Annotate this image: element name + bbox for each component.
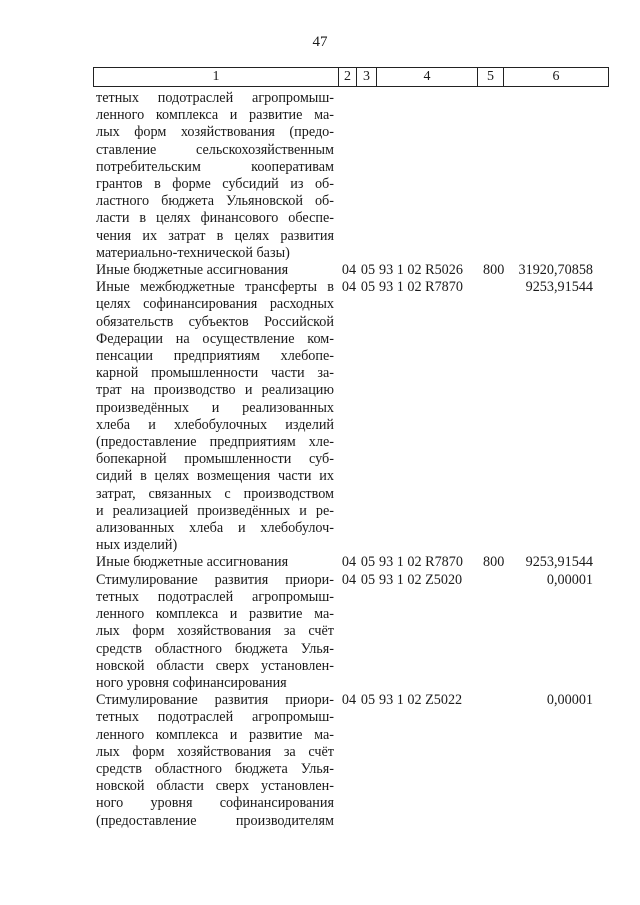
row-codes (341, 279, 509, 296)
row-codes (341, 692, 509, 709)
section-code: 04 (341, 279, 357, 296)
row-amount: 0,00001 (546, 571, 593, 588)
description-line: хлеба и хлебобулочных изделий (96, 416, 334, 433)
row-codes (341, 262, 509, 279)
description-line: Стимулирование развития приори- (96, 692, 334, 709)
description-line: (предоставление предприятиям хле- (96, 434, 334, 451)
table-row (0, 279, 640, 554)
row-amount: 9253,91544 (525, 554, 593, 571)
row-codes (341, 90, 509, 107)
description-line: новской области сверх установлен- (96, 657, 334, 674)
table-row (0, 572, 640, 692)
table-row (0, 692, 640, 830)
description-line: Иные бюджетные ассигнования (96, 262, 289, 279)
description-line: тетных подотраслей агропромыш- (96, 709, 334, 726)
row-amount: 0,00001 (546, 692, 593, 709)
target-article-code: 93 1 02 Z5020 (379, 571, 463, 588)
description-line: средств областного бюджета Улья- (96, 760, 334, 777)
header-col-2: 2 (339, 68, 357, 86)
description-line: новской области сверх установлен- (96, 778, 334, 795)
description-line: Иные бюджетные ассигнования (96, 554, 289, 571)
header-col-4: 4 (377, 68, 478, 86)
description-line: затрат, связанных с производством (96, 485, 334, 502)
table-header (93, 67, 609, 87)
description-line: обязательств субъектов Российской (96, 313, 334, 330)
table-body (0, 90, 640, 830)
description-line: тетных подотраслей агропромыш- (96, 90, 334, 106)
target-article-code: 93 1 02 R5026 (379, 262, 463, 279)
description-line: карной промышленности части за- (96, 365, 334, 382)
row-amount: 9253,91544 (525, 279, 593, 296)
row-description (96, 90, 334, 262)
description-line: бопекарной промышленности суб- (96, 451, 334, 468)
section-code: 04 (341, 571, 357, 588)
subsection-code: 05 (360, 692, 376, 709)
row-codes (341, 554, 509, 571)
subsection-code: 05 (360, 554, 376, 571)
target-article-code: 93 1 02 R7870 (379, 279, 463, 296)
description-line: ализованных хлеба и хлебобулоч- (96, 520, 334, 537)
description-line: и реализацией произведённых и ре- (96, 502, 334, 519)
table-row (0, 554, 640, 571)
description-line: ного уровня софинансирования (96, 674, 287, 691)
description-line: Федерации на осуществление ком- (96, 330, 334, 347)
description-line: лых форм хозяйствования за счёт (96, 743, 334, 760)
description-line: чения их затрат в целях развития (96, 227, 334, 244)
description-line: трат на производство и реализацию (96, 382, 334, 399)
description-line: целях софинансирования расходных (96, 296, 334, 313)
expense-type-code: 800 (483, 262, 505, 279)
row-description (96, 279, 334, 554)
header-col-5: 5 (478, 68, 504, 86)
page-number: 47 (312, 34, 328, 50)
table-row (0, 262, 640, 279)
description-line: ных изделий) (96, 537, 178, 554)
row-description (96, 572, 334, 692)
section-code: 04 (341, 692, 357, 709)
description-line: сидий в целях возмещения части их (96, 468, 334, 485)
section-code: 04 (341, 262, 357, 279)
description-line: средств областного бюджета Улья- (96, 640, 334, 657)
description-line: произведённых и реализованных (96, 399, 334, 416)
target-article-code: 93 1 02 Z5022 (379, 692, 463, 709)
description-line: Иные межбюджетные трансферты в (96, 279, 334, 296)
description-line: ного уровня софинансирования (96, 795, 334, 812)
row-description (96, 692, 334, 830)
row-description (96, 262, 334, 279)
description-line: ластного бюджета Ульяновской об- (96, 193, 334, 210)
description-line: лых форм хозяйствования (предо- (96, 124, 334, 141)
description-line: пенсации предприятиям хлебопе- (96, 348, 334, 365)
description-line: ставление сельскохозяйственным (96, 141, 334, 158)
table-row (0, 90, 640, 262)
target-article-code: 93 1 02 R7870 (379, 554, 463, 571)
header-col-6: 6 (552, 69, 560, 84)
subsection-code: 05 (360, 279, 376, 296)
row-description (96, 554, 334, 571)
description-line: Стимулирование развития приори- (96, 571, 334, 588)
description-line: лых форм хозяйствования за счёт (96, 623, 334, 640)
description-line: потребительским кооперативам (96, 158, 334, 175)
description-line: ленного комплекса и развитие ма- (96, 107, 334, 124)
header-col-3: 3 (357, 68, 377, 86)
description-line: материально-технической базы) (96, 244, 290, 261)
expense-type-code: 800 (483, 554, 505, 571)
description-line: грантов в форме субсидий из об- (96, 176, 334, 193)
description-line: тетных подотраслей агропромыш- (96, 588, 334, 605)
subsection-code: 05 (360, 571, 376, 588)
row-codes (341, 572, 509, 589)
section-code: 04 (341, 554, 357, 571)
description-line: ласти в целях финансового обеспе- (96, 210, 334, 227)
description-line: (предоставление производителям (96, 812, 334, 829)
subsection-code: 05 (360, 262, 376, 279)
description-line: ленного комплекса и развитие ма- (96, 606, 334, 623)
header-col-1: 1 (94, 68, 339, 86)
row-amount: 31920,70858 (518, 262, 593, 279)
description-line: ленного комплекса и развитие ма- (96, 726, 334, 743)
